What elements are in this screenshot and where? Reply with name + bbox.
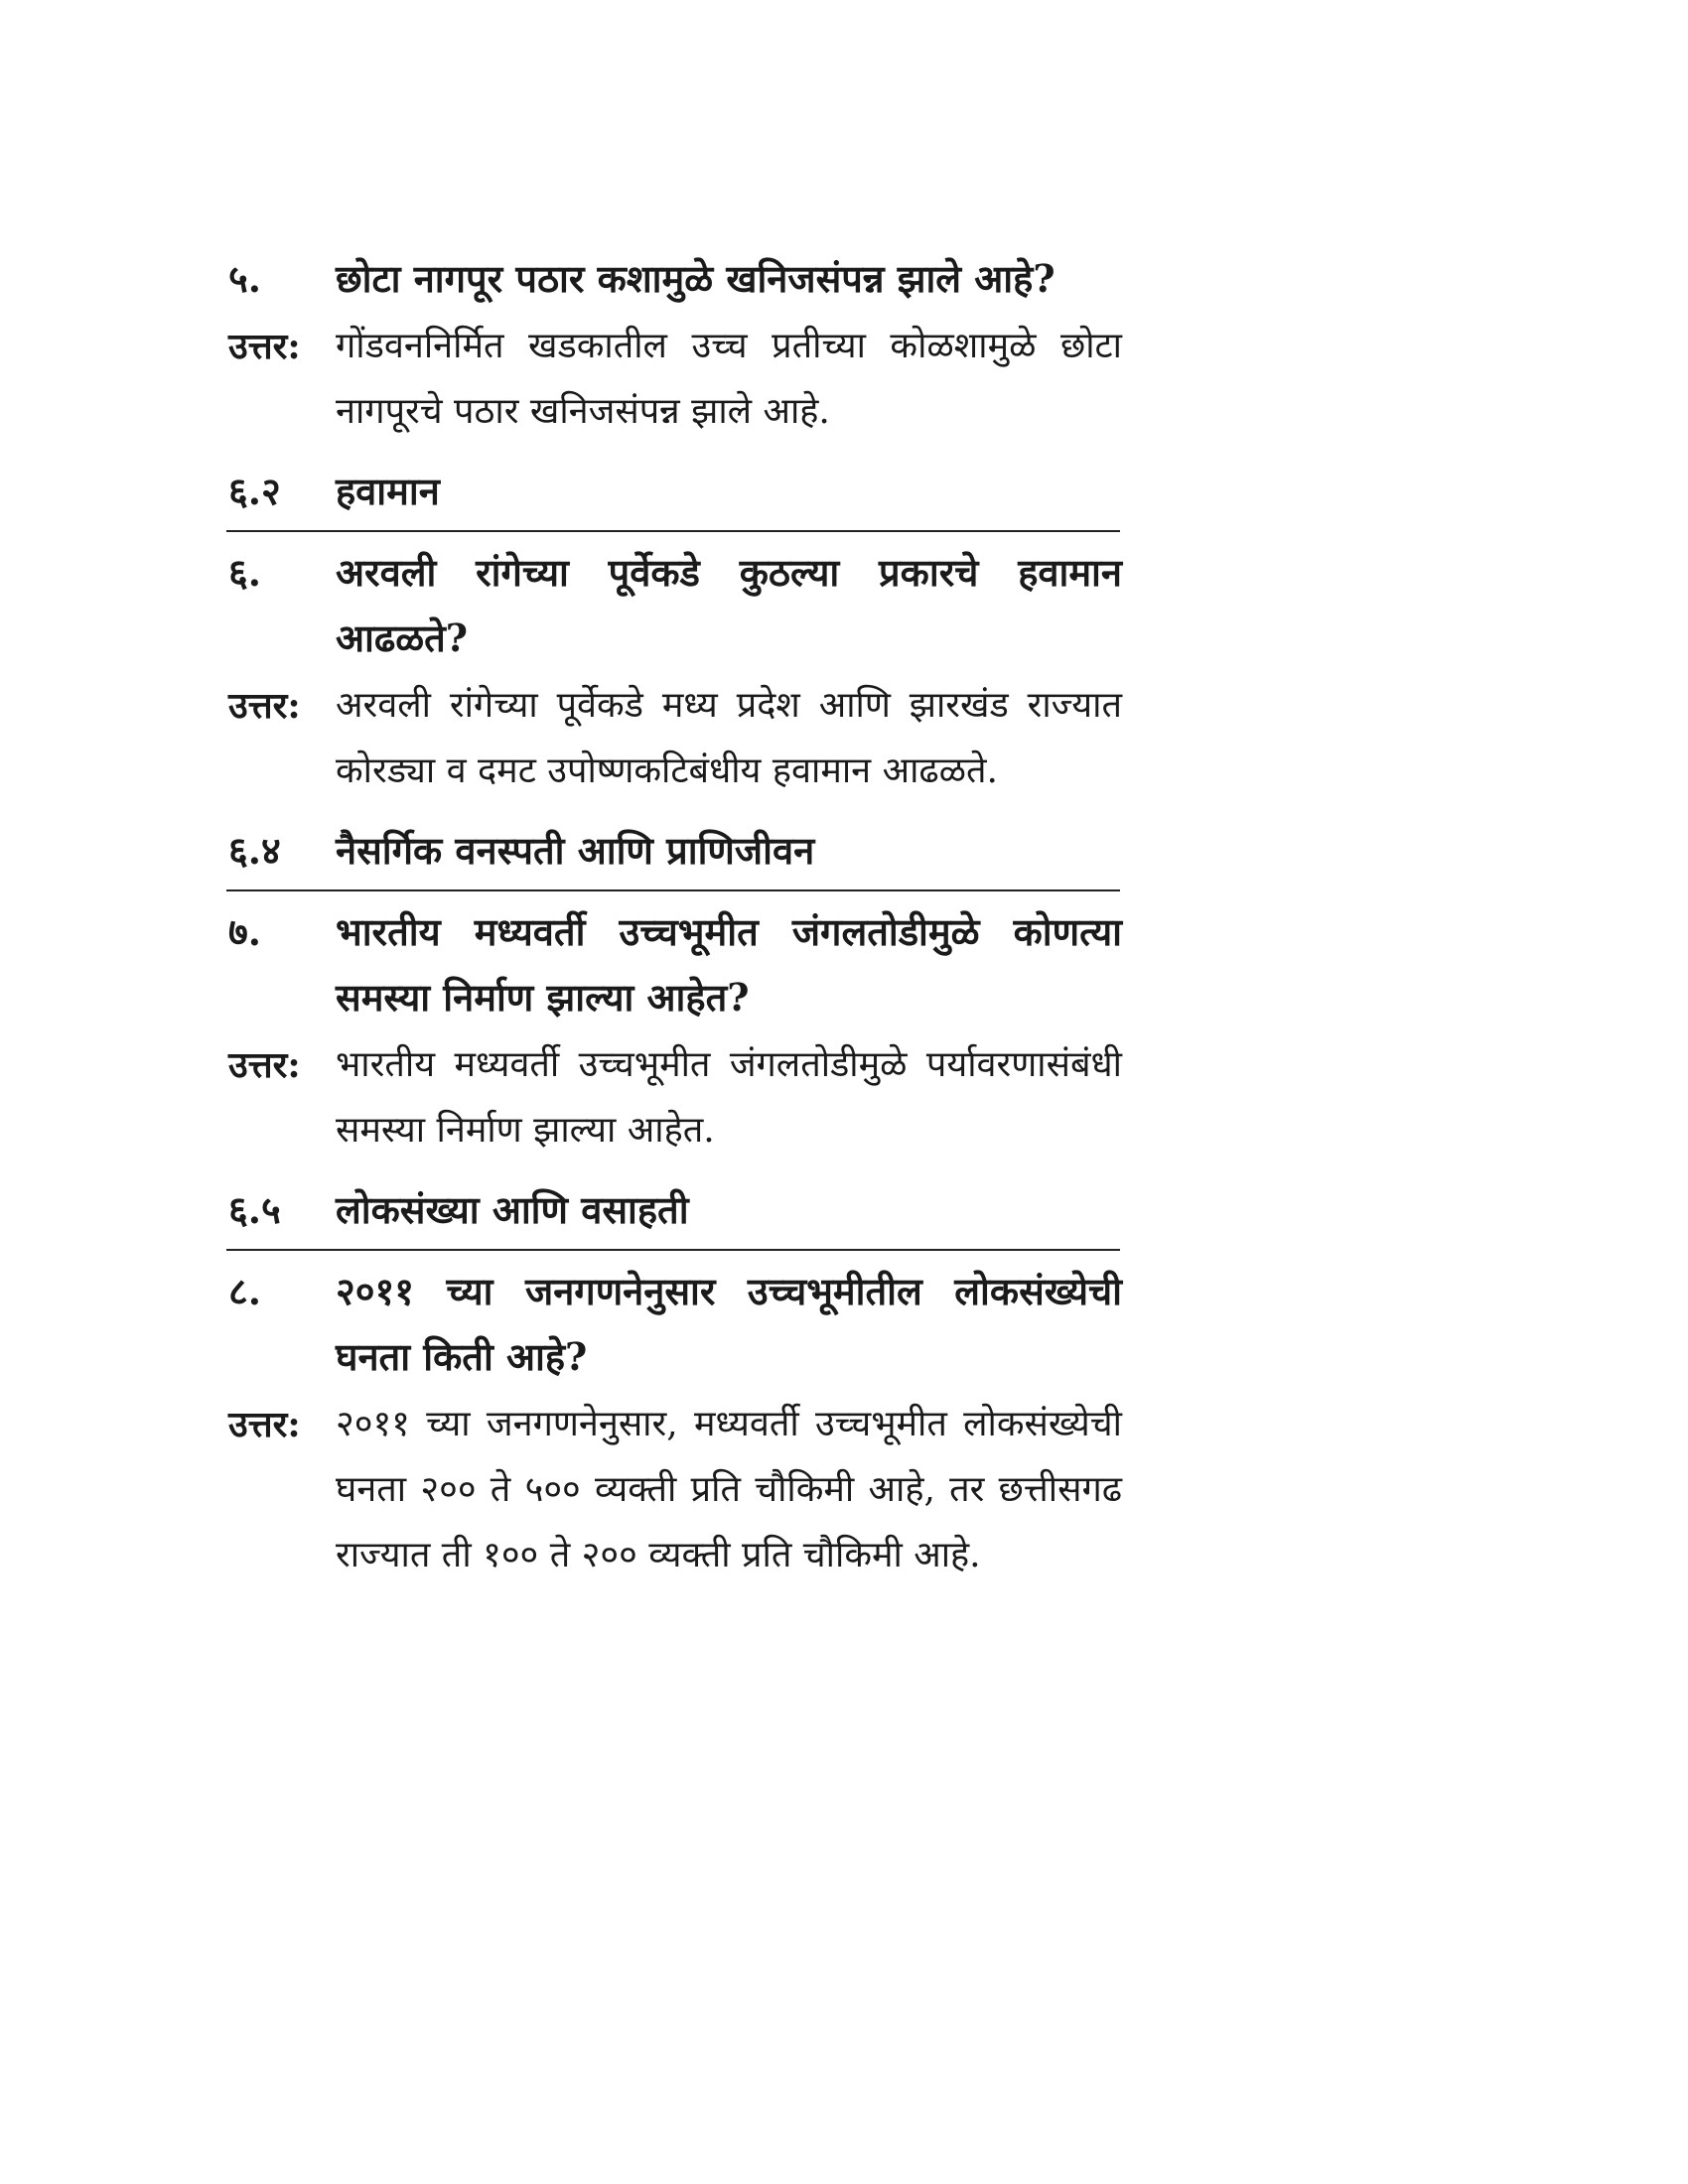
- answer-text: अरवली रांगेच्या पूर्वेकडे मध्य प्रदेश आणि झारखंड राज्यात कोरड्या व दमट उपोष्णकटिबंधीय हवामान आढळते.: [336, 685, 1122, 791]
- answer-8: [228, 1392, 1122, 1588]
- question-text: छोटा नागपूर पठार कशामुळे खनिजसंपन्न झाले आहे?: [336, 256, 1055, 301]
- section-title: नैसर्गिक वनस्पती आणि प्राणिजीवन: [336, 828, 815, 873]
- question-7: [228, 899, 1122, 1030]
- question-number: ६.: [228, 550, 261, 595]
- answer-label: उत्तर:: [228, 1404, 301, 1445]
- section-divider: [226, 1249, 1120, 1251]
- answer-text: २०११ च्या जनगणनेनुसार, मध्यवर्ती उच्चभूमीत लोकसंख्येची घनता २०० ते ५०० व्यक्ती प्रति चौकिमी आहे, तर छत्तीसगढ राज्यात ती १०० ते २०० व्यक्ती प्रति चौकिमी आहे.: [336, 1404, 1122, 1575]
- question-6: [228, 540, 1122, 671]
- answer-text: गोंडवननिर्मित खडकातील उच्च प्रतीच्या कोळशामुळे छोटा नागपूरचे पठार खनिजसंपन्न झाले आहे.: [336, 326, 1122, 432]
- question-number: ७.: [228, 909, 261, 954]
- question-8: [228, 1259, 1122, 1390]
- section-number: ६.४: [228, 828, 281, 873]
- answer-label: उत्तर:: [228, 685, 301, 727]
- question-text: अरवली रांगेच्या पूर्वेकडे कुठल्या प्रकारचे हवामान आढळते?: [336, 550, 1122, 660]
- section-heading-6-2: [228, 459, 1122, 524]
- answer-7: [228, 1032, 1122, 1163]
- section-divider: [226, 530, 1120, 532]
- section-heading-6-4: [228, 818, 1122, 884]
- section-number: ६.५: [228, 1187, 281, 1232]
- section-heading-6-5: [228, 1177, 1122, 1243]
- answer-text: भारतीय मध्यवर्ती उच्चभूमीत जंगलतोडीमुळे पर्यावरणासंबंधी समस्या निर्माण झाल्या आहेत.: [336, 1044, 1122, 1151]
- section-number: ६.२: [228, 469, 281, 513]
- answer-label: उत्तर:: [228, 326, 301, 367]
- answer-5: [228, 314, 1122, 445]
- section-divider: [226, 889, 1120, 891]
- section-title: हवामान: [336, 469, 440, 513]
- answer-label: उत्तर:: [228, 1044, 301, 1086]
- section-title: लोकसंख्या आणि वसाहती: [336, 1187, 689, 1232]
- question-number: ५.: [228, 256, 261, 301]
- question-text: २०११ च्या जनगणनेनुसार उच्चभूमीतील लोकसंख्येची घनता किती आहे?: [336, 1269, 1122, 1379]
- question-5: [228, 246, 1122, 312]
- question-number: ८.: [228, 1269, 261, 1313]
- answer-6: [228, 673, 1122, 804]
- document-page: [228, 238, 1122, 1588]
- question-text: भारतीय मध्यवर्ती उच्चभूमीत जंगलतोडीमुळे कोणत्या समस्या निर्माण झाल्या आहेत?: [336, 909, 1122, 1020]
